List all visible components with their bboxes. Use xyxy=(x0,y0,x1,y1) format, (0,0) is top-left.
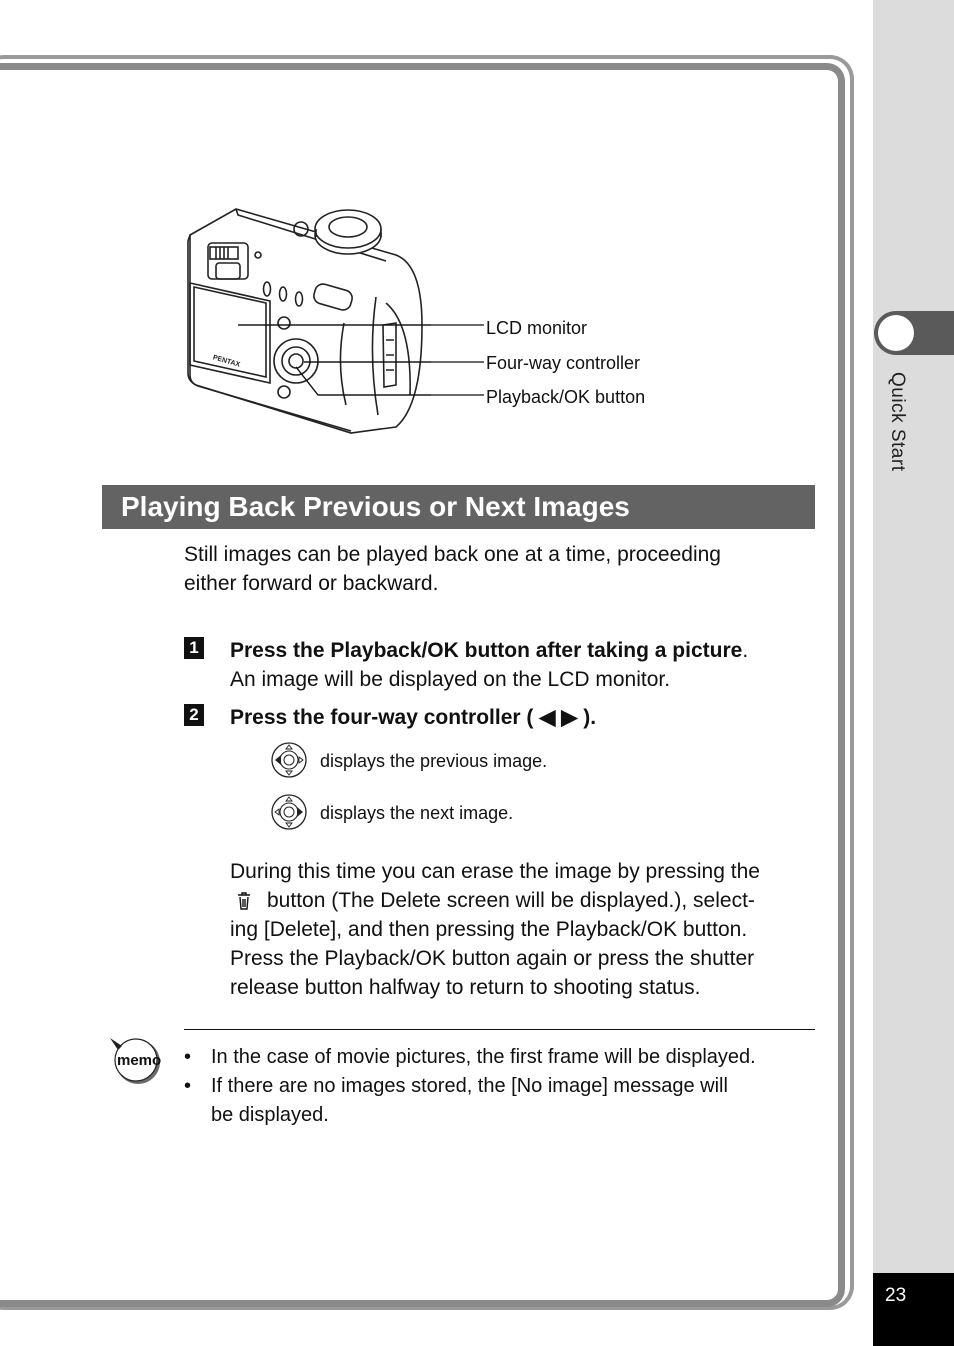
paragraph-line-2: button (The Delete screen will be displayed.), select- xyxy=(267,889,755,912)
memo-bullet-1-dot: • xyxy=(184,1046,192,1068)
step-1-heading: Press the Playback/OK button after taking a picture. xyxy=(230,639,749,662)
callout-four-way-controller: Four-way controller xyxy=(486,353,641,373)
step-1-badge: 1 xyxy=(184,637,204,659)
memo-bullet-2-line-1: If there are no images stored, the [No image] message will xyxy=(211,1075,728,1097)
controller-right-icon xyxy=(270,793,308,831)
memo-divider xyxy=(184,1029,815,1030)
step-2-badge: 2 xyxy=(184,704,204,726)
section-title: Playing Back Previous or Next Images xyxy=(121,491,630,522)
brand-logo: PENTAX xyxy=(211,354,241,369)
section-tab xyxy=(874,311,954,355)
tab-circle-icon xyxy=(878,315,914,351)
memo-bullet-1-text: In the case of movie pictures, the first frame will be displayed. xyxy=(211,1046,756,1068)
intro-line-1: Still images can be played back one at a time, proceeding xyxy=(184,543,721,566)
page-number-box xyxy=(873,1273,954,1346)
memo-bullet-2-line-2: be displayed. xyxy=(211,1104,329,1126)
page-number: 23 xyxy=(885,1285,907,1306)
left-arrow-icon: ◀ xyxy=(539,706,556,729)
paragraph-line-3: ing [Delete], and then pressing the Playback/OK button. xyxy=(230,918,748,941)
controller-left-icon xyxy=(270,741,308,779)
svg-text:memo: memo xyxy=(117,1052,162,1069)
paragraph-line-5: release button halfway to return to shooting status. xyxy=(230,976,701,999)
callout-playback-ok-button: Playback/OK button xyxy=(486,387,646,407)
step-2-heading: Press the four-way controller ( ◀ ▶ ). xyxy=(230,706,597,729)
paragraph-line-4: Press the Playback/OK button again or press the shutter xyxy=(230,947,755,970)
note-previous-image: displays the previous image. xyxy=(320,751,548,771)
intro-line-2: either forward or backward. xyxy=(184,572,439,595)
callout-lcd-monitor: LCD monitor xyxy=(486,318,588,338)
paragraph-line-1: During this time you can erase the image by pressing the xyxy=(230,860,760,883)
memo-bullet-2-dot: • xyxy=(184,1075,192,1097)
step-1-body: An image will be displayed on the LCD monitor. xyxy=(230,668,671,691)
camera-illustration xyxy=(186,205,431,440)
side-strip xyxy=(873,0,954,1346)
memo-icon xyxy=(106,1034,164,1086)
trash-icon xyxy=(236,891,252,911)
callout-lines xyxy=(186,205,187,206)
section-tab-label: Quick Start xyxy=(887,372,908,472)
note-next-image: displays the next image. xyxy=(320,803,514,823)
section-heading-bar xyxy=(102,485,815,529)
right-arrow-icon: ▶ xyxy=(561,706,578,729)
